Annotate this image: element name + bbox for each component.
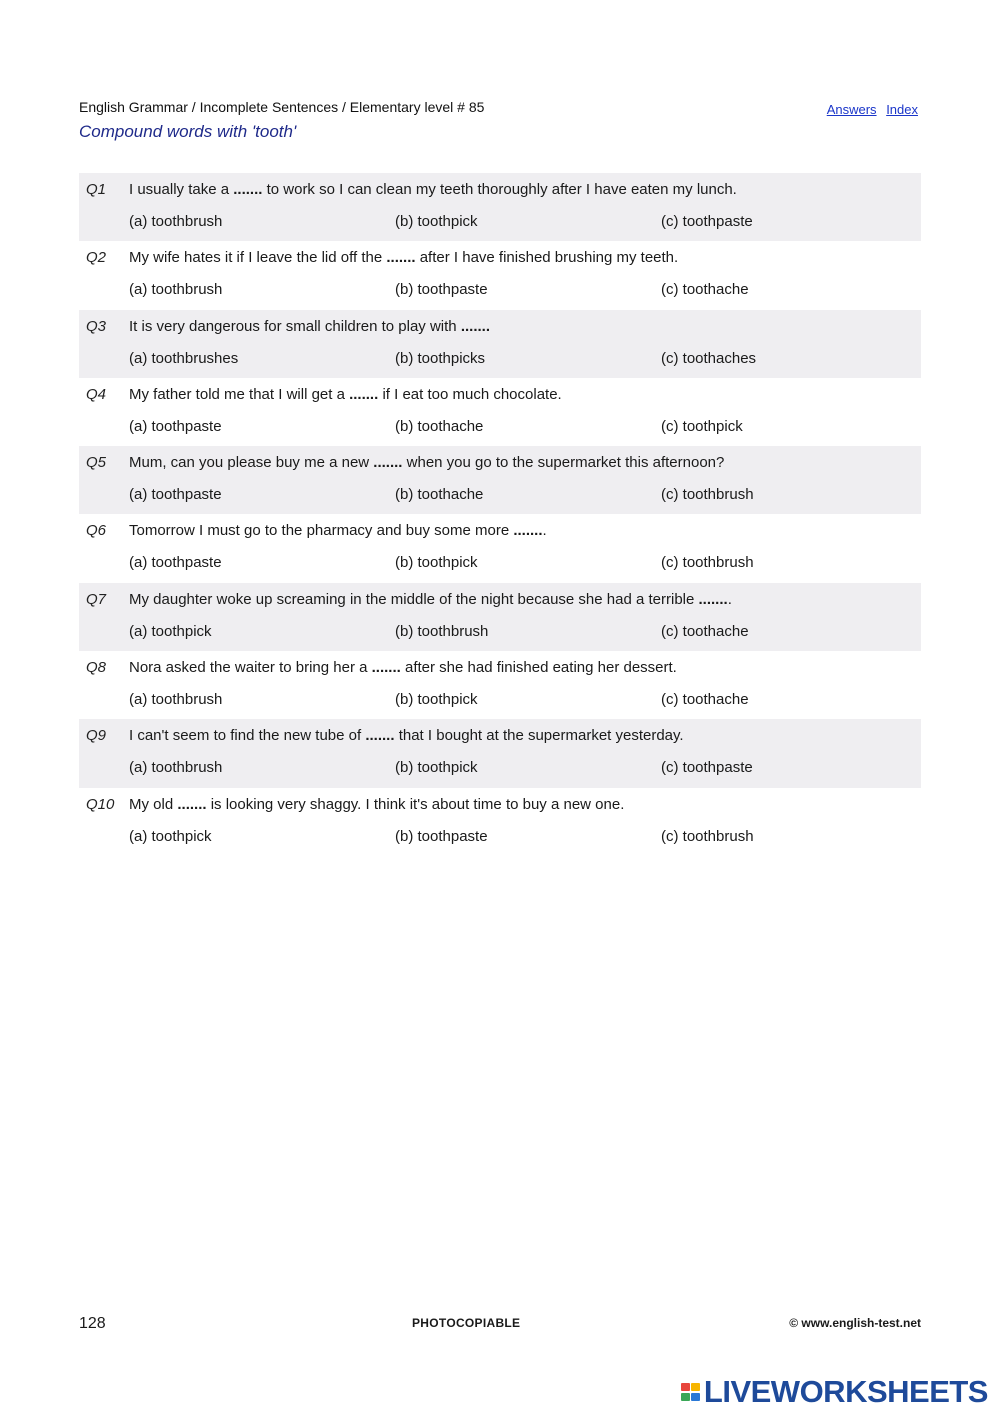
liveworksheets-icon [681,1379,701,1405]
question-text [129,454,724,471]
option-a: (a) toothbrushes [129,349,239,367]
question-text [129,591,732,608]
logo-square [691,1393,700,1401]
option-a: (a) toothpick [129,622,212,640]
option-c: (c) toothpaste [661,213,753,230]
question-text-before: I usually take a [129,181,234,198]
question-text-before: Tomorrow I must go to the pharmacy and buy some more [129,522,514,540]
option-b: (b) toothpaste [395,281,488,299]
question-text-before: My old [129,795,178,813]
question-row [79,173,921,241]
option-a: (a) toothbrush [129,281,223,299]
page-number: 128 [79,1315,106,1332]
question-number: Q2 [86,249,107,267]
option-c: (c) toothache [661,691,749,709]
option-c: (c) toothaches [661,349,757,367]
question-text [129,181,737,198]
question-blank: ....... [233,181,263,198]
question-text [129,659,677,676]
option-c: (c) toothache [661,281,749,299]
question-blank: ....... [371,659,401,677]
question-number: Q7 [86,590,107,608]
question-text-after: after she had finished eating her dessert. [400,659,677,677]
option-b: (b) toothpaste [395,827,488,845]
question-text-before: My wife hates it if I leave the lid off the [129,249,387,267]
option-b: (b) toothpick [395,554,478,572]
question-text-after: . [542,522,547,540]
question-text-before: It is very dangerous for small children to play with [129,317,461,335]
option-b: (b) toothpick [395,759,478,777]
option-c: (c) toothpaste [661,759,753,777]
question-text [129,727,684,744]
question-text-after: if I eat too much chocolate. [378,385,562,403]
question-text-after: that I bought at the supermarket yesterday. [394,727,684,745]
option-a: (a) toothpick [129,827,212,845]
question-number: Q9 [86,727,107,745]
option-a: (a) toothbrush [129,759,223,777]
question-text-before: My father told me that I will get a [129,385,350,403]
question-text-after: when you go to the supermarket this afternoon? [402,454,725,472]
question-row [79,514,921,582]
question-number: Q10 [86,795,115,813]
question-text-after: . [727,590,732,608]
logo-square [681,1383,690,1391]
liveworksheets-logo [681,1374,988,1410]
question-row [79,446,921,514]
answers-link[interactable]: Answers [826,102,877,117]
option-b: (b) toothpicks [395,349,486,367]
option-a: (a) toothpaste [129,554,222,572]
question-blank: ....... [698,590,728,608]
option-a: (a) toothpaste [129,486,222,504]
option-b: (b) toothache [395,486,484,504]
option-b: (b) toothbrush [395,622,489,640]
question-number: Q5 [86,454,107,472]
question-list [79,173,921,856]
question-blank: ....... [373,454,403,472]
option-c: (c) toothbrush [661,554,754,572]
option-b: (b) toothpick [395,691,478,709]
photocopiable-label: PHOTOCOPIABLE [412,1316,521,1330]
question-row [79,651,921,719]
page-title: Compound words with 'tooth' [79,122,297,141]
option-b: (b) toothpick [395,213,478,230]
option-b: (b) toothache [395,417,484,435]
question-text-before: Mum, can you please buy me a new [129,454,374,472]
question-blank: ....... [177,795,207,813]
question-text-after: is looking very shaggy. I think it's about time to buy a new one. [206,795,625,813]
question-text-after: after I have finished brushing my teeth. [415,249,679,267]
logo-square [691,1383,700,1391]
question-row [79,583,921,651]
question-number: Q8 [86,659,107,677]
liveworksheets-text: LIVEWORKSHEETS [703,1374,988,1409]
question-text [129,522,547,539]
question-row [79,310,921,378]
option-a: (a) toothbrush [129,691,223,709]
question-row [79,719,921,787]
copyright-text: © www.english-test.net [789,1316,921,1330]
index-link[interactable]: Index [886,102,918,117]
header-links [821,102,918,117]
question-text [129,318,490,335]
question-blank: ....... [349,385,379,403]
option-c: (c) toothache [661,622,749,640]
question-text [129,249,678,266]
question-number: Q3 [86,317,107,335]
question-text-before: Nora asked the waiter to bring her a [129,659,372,677]
option-c: (c) toothbrush [661,486,754,504]
question-text [129,796,624,813]
question-row [79,378,921,446]
option-a: (a) toothbrush [129,213,223,230]
question-number: Q1 [86,181,107,198]
question-blank: ....... [386,249,416,267]
question-text [129,386,562,403]
question-blank: ....... [365,727,395,745]
question-text-before: I can't seem to find the new tube of [129,727,366,745]
question-blank: ....... [513,522,543,540]
logo-square [681,1393,690,1401]
question-text-before: My daughter woke up screaming in the middle of the night because she had a terrible [129,590,699,608]
option-c: (c) toothbrush [661,827,754,845]
question-number: Q4 [86,385,107,403]
option-a: (a) toothpaste [129,417,222,435]
question-blank: ....... [460,317,490,335]
question-row [79,241,921,309]
option-c: (c) toothpick [661,417,743,435]
breadcrumb: English Grammar / Incomplete Sentences / Elementary level # 85 [79,99,485,115]
question-text-after: to work so I can clean my teeth thoroughly after I have eaten my lunch. [262,181,737,198]
question-row [79,788,921,856]
question-number: Q6 [86,522,107,540]
